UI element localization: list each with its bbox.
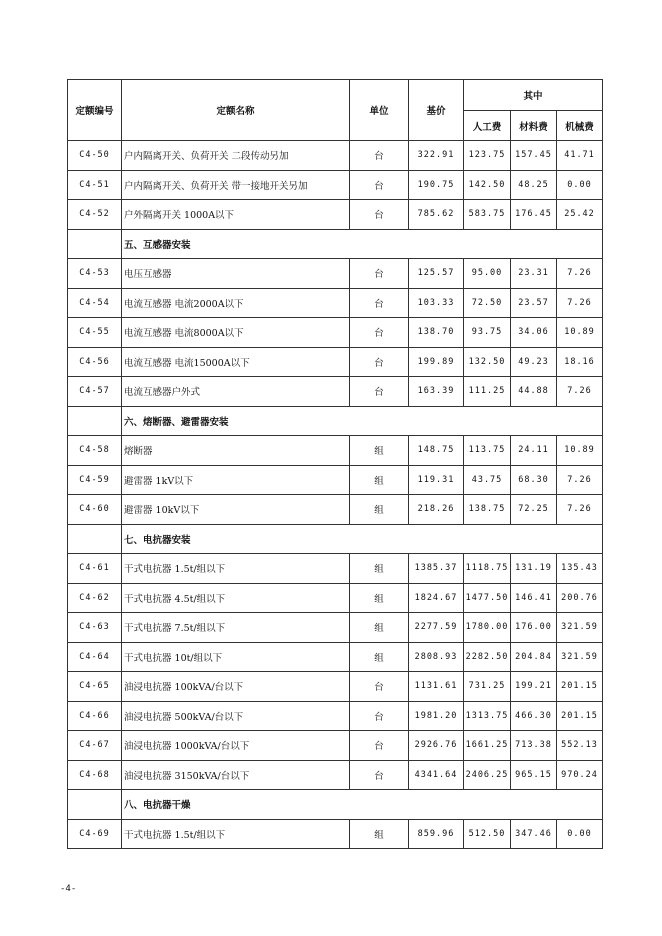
row-machine: 7.26: [557, 495, 603, 525]
row-unit: 组: [350, 465, 409, 495]
row-machine: 25.42: [557, 200, 603, 230]
row-name: 避雷器 10kV以下: [122, 495, 350, 525]
row-base-price: 2277.59: [409, 613, 464, 643]
row-code: C4-69: [68, 819, 122, 849]
row-labor: 93.75: [464, 318, 511, 348]
row-machine: 135.43: [557, 554, 603, 584]
table-header: [68, 80, 603, 141]
row-name: 油浸电抗器 100kVA/台以下: [122, 672, 350, 702]
row-material: 713.38: [511, 731, 557, 761]
row-name: 电流互感器户外式: [122, 377, 350, 407]
row-labor: 583.75: [464, 200, 511, 230]
row-material: 49.23: [511, 347, 557, 377]
row-base-price: 119.31: [409, 465, 464, 495]
row-base-price: 163.39: [409, 377, 464, 407]
row-unit: 台: [350, 347, 409, 377]
row-unit: 台: [350, 200, 409, 230]
row-code: C4-59: [68, 465, 122, 495]
row-material: 24.11: [511, 436, 557, 466]
header-code: 定额编号: [68, 80, 122, 141]
row-unit: 台: [350, 141, 409, 171]
row-machine: 201.15: [557, 701, 603, 731]
section-row: [68, 524, 603, 554]
row-base-price: 138.70: [409, 318, 464, 348]
row-name: 户外隔离开关 1000A以下: [122, 200, 350, 230]
row-base-price: 125.57: [409, 259, 464, 289]
row-name: 电流互感器 电流8000A以下: [122, 318, 350, 348]
header-labor: 人工费: [464, 111, 511, 141]
row-material: 176.00: [511, 613, 557, 643]
row-unit: 台: [350, 377, 409, 407]
row-material: 176.45: [511, 200, 557, 230]
row-material: 146.41: [511, 583, 557, 613]
row-labor: 1313.75: [464, 701, 511, 731]
section-row: [68, 229, 603, 259]
row-machine: 7.26: [557, 377, 603, 407]
table-row: [68, 436, 603, 466]
table-row: [68, 760, 603, 790]
row-name: 电流互感器 电流15000A以下: [122, 347, 350, 377]
row-material: 965.15: [511, 760, 557, 790]
row-machine: 7.26: [557, 288, 603, 318]
row-name: 油浸电抗器 1000kVA/台以下: [122, 731, 350, 761]
row-code: C4-57: [68, 377, 122, 407]
section-code-cell: [68, 790, 122, 820]
row-name: 油浸电抗器 3150kVA/台以下: [122, 760, 350, 790]
table-row: [68, 495, 603, 525]
table-row: [68, 554, 603, 584]
header-among: 其中: [464, 80, 603, 111]
row-unit: 台: [350, 259, 409, 289]
row-material: 72.25: [511, 495, 557, 525]
row-unit: 台: [350, 701, 409, 731]
section-title: 五、互感器安装: [122, 229, 603, 259]
header-name: 定额名称: [122, 80, 350, 141]
row-base-price: 103.33: [409, 288, 464, 318]
row-name: 干式电抗器 1.5t/组以下: [122, 819, 350, 849]
table-row: [68, 731, 603, 761]
row-unit: 台: [350, 288, 409, 318]
header-machine: 机械费: [557, 111, 603, 141]
row-labor: 731.25: [464, 672, 511, 702]
row-material: 23.31: [511, 259, 557, 289]
row-base-price: 199.89: [409, 347, 464, 377]
row-machine: 7.26: [557, 259, 603, 289]
section-title: 七、电抗器安装: [122, 524, 603, 554]
header-unit: 单位: [350, 80, 409, 141]
page-number: -4-: [60, 884, 77, 894]
row-unit: 台: [350, 760, 409, 790]
row-base-price: 322.91: [409, 141, 464, 171]
table-row: [68, 170, 603, 200]
table-row: [68, 259, 603, 289]
row-material: 204.84: [511, 642, 557, 672]
section-title: 六、熔断器、避雷器安装: [122, 406, 603, 436]
row-material: 48.25: [511, 170, 557, 200]
row-code: C4-53: [68, 259, 122, 289]
row-labor: 1118.75: [464, 554, 511, 584]
section-title: 八、电抗器干燥: [122, 790, 603, 820]
row-unit: 组: [350, 583, 409, 613]
row-unit: 组: [350, 642, 409, 672]
row-labor: 113.75: [464, 436, 511, 466]
row-machine: 0.00: [557, 170, 603, 200]
row-code: C4-58: [68, 436, 122, 466]
row-base-price: 1131.61: [409, 672, 464, 702]
table-row: [68, 347, 603, 377]
table-row: [68, 583, 603, 613]
section-row: [68, 790, 603, 820]
row-material: 199.21: [511, 672, 557, 702]
row-code: C4-67: [68, 731, 122, 761]
row-name: 电流互感器 电流2000A以下: [122, 288, 350, 318]
row-material: 68.30: [511, 465, 557, 495]
section-code-cell: [68, 406, 122, 436]
table-row: [68, 200, 603, 230]
row-labor: 2282.50: [464, 642, 511, 672]
row-base-price: 190.75: [409, 170, 464, 200]
row-code: C4-62: [68, 583, 122, 613]
row-base-price: 1824.67: [409, 583, 464, 613]
table-row: [68, 288, 603, 318]
row-labor: 142.50: [464, 170, 511, 200]
row-machine: 10.89: [557, 436, 603, 466]
row-code: C4-52: [68, 200, 122, 230]
row-labor: 123.75: [464, 141, 511, 171]
row-machine: 10.89: [557, 318, 603, 348]
table-row: [68, 465, 603, 495]
row-unit: 组: [350, 495, 409, 525]
row-name: 干式电抗器 10t/组以下: [122, 642, 350, 672]
row-material: 131.19: [511, 554, 557, 584]
row-name: 电压互感器: [122, 259, 350, 289]
row-material: 23.57: [511, 288, 557, 318]
row-name: 干式电抗器 1.5t/组以下: [122, 554, 350, 584]
section-code-cell: [68, 524, 122, 554]
row-code: C4-50: [68, 141, 122, 171]
row-base-price: 218.26: [409, 495, 464, 525]
row-name: 避雷器 1kV以下: [122, 465, 350, 495]
row-labor: 72.50: [464, 288, 511, 318]
row-machine: 321.59: [557, 642, 603, 672]
row-base-price: 859.96: [409, 819, 464, 849]
row-unit: 台: [350, 731, 409, 761]
row-code: C4-51: [68, 170, 122, 200]
row-machine: 200.76: [557, 583, 603, 613]
row-labor: 138.75: [464, 495, 511, 525]
quota-table: [67, 79, 603, 849]
row-code: C4-55: [68, 318, 122, 348]
row-code: C4-56: [68, 347, 122, 377]
header-base-price: 基价: [409, 80, 464, 141]
row-labor: 1477.50: [464, 583, 511, 613]
row-code: C4-60: [68, 495, 122, 525]
header-material: 材料费: [511, 111, 557, 141]
row-name: 干式电抗器 4.5t/组以下: [122, 583, 350, 613]
row-unit: 组: [350, 613, 409, 643]
table-row: [68, 701, 603, 731]
row-base-price: 1981.20: [409, 701, 464, 731]
row-code: C4-66: [68, 701, 122, 731]
row-code: C4-68: [68, 760, 122, 790]
row-material: 34.06: [511, 318, 557, 348]
row-labor: 1661.25: [464, 731, 511, 761]
row-name: 油浸电抗器 500kVA/台以下: [122, 701, 350, 731]
row-unit: 组: [350, 436, 409, 466]
table-row: [68, 819, 603, 849]
row-machine: 0.00: [557, 819, 603, 849]
row-material: 157.45: [511, 141, 557, 171]
section-code-cell: [68, 229, 122, 259]
section-row: [68, 406, 603, 436]
row-labor: 132.50: [464, 347, 511, 377]
row-code: C4-54: [68, 288, 122, 318]
table-row: [68, 642, 603, 672]
table-row: [68, 318, 603, 348]
table-body: [68, 141, 603, 849]
row-code: C4-61: [68, 554, 122, 584]
row-code: C4-64: [68, 642, 122, 672]
row-machine: 552.13: [557, 731, 603, 761]
row-base-price: 2926.76: [409, 731, 464, 761]
row-unit: 组: [350, 554, 409, 584]
row-machine: 18.16: [557, 347, 603, 377]
row-material: 347.46: [511, 819, 557, 849]
row-machine: 201.15: [557, 672, 603, 702]
row-name: 干式电抗器 7.5t/组以下: [122, 613, 350, 643]
row-code: C4-63: [68, 613, 122, 643]
row-labor: 43.75: [464, 465, 511, 495]
row-material: 44.88: [511, 377, 557, 407]
row-base-price: 148.75: [409, 436, 464, 466]
row-labor: 512.50: [464, 819, 511, 849]
row-name: 熔断器: [122, 436, 350, 466]
row-base-price: 4341.64: [409, 760, 464, 790]
row-machine: 7.26: [557, 465, 603, 495]
table-row: [68, 377, 603, 407]
row-base-price: 1385.37: [409, 554, 464, 584]
row-machine: 970.24: [557, 760, 603, 790]
row-unit: 组: [350, 819, 409, 849]
table-row: [68, 141, 603, 171]
row-labor: 1780.00: [464, 613, 511, 643]
row-name: 户内隔离开关、负荷开关 二段传动另加: [122, 141, 350, 171]
table-row: [68, 613, 603, 643]
table-row: [68, 672, 603, 702]
row-labor: 111.25: [464, 377, 511, 407]
row-machine: 321.59: [557, 613, 603, 643]
row-base-price: 785.62: [409, 200, 464, 230]
row-labor: 2406.25: [464, 760, 511, 790]
row-name: 户内隔离开关、负荷开关 带一接地开关另加: [122, 170, 350, 200]
row-code: C4-65: [68, 672, 122, 702]
row-unit: 台: [350, 318, 409, 348]
row-material: 466.30: [511, 701, 557, 731]
row-labor: 95.00: [464, 259, 511, 289]
row-unit: 台: [350, 170, 409, 200]
row-machine: 41.71: [557, 141, 603, 171]
row-unit: 台: [350, 672, 409, 702]
row-base-price: 2808.93: [409, 642, 464, 672]
